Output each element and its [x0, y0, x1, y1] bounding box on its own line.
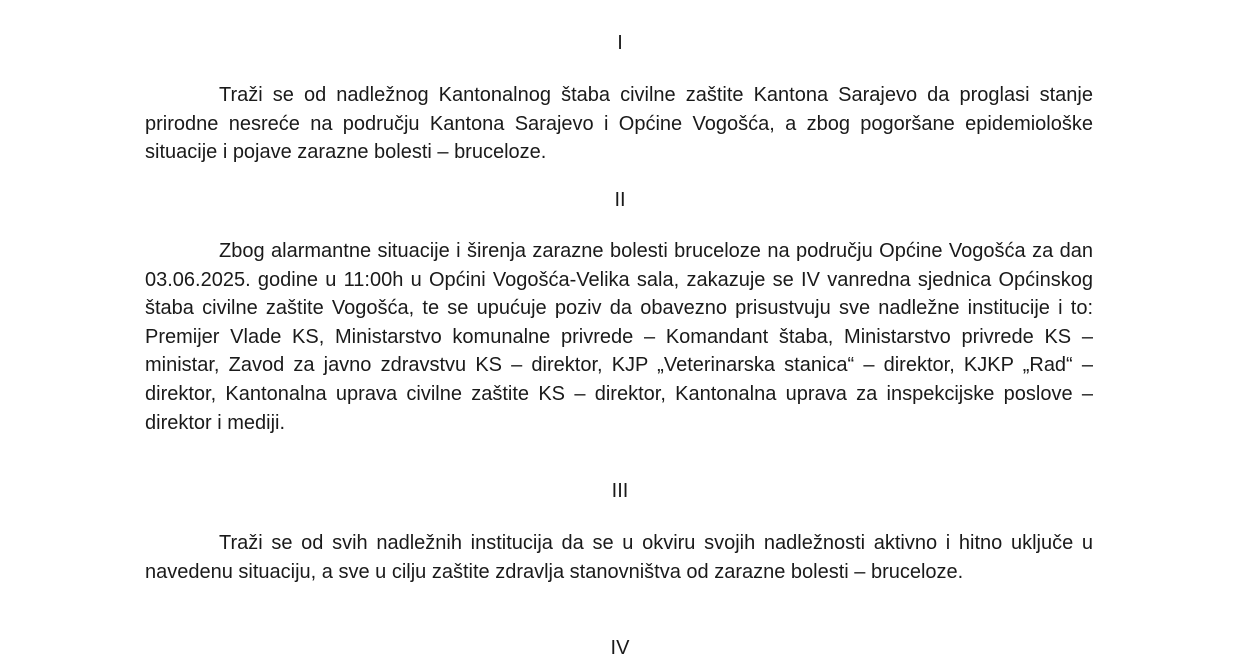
section-number-4: IV — [610, 637, 630, 659]
section-number-3: III — [611, 480, 629, 502]
section-number-1: I — [617, 32, 623, 54]
section-paragraph-1: Traži se od nadležnog Kantonalnog štaba civilne zaštite Kantona Sarajevo da proglasi stanje prirodne nesreće na području Kantona Sarajevo i Općine Vogošća, a zbog pogoršane epidemiološke situacije i pojave zarazne bolesti – bruceloze. — [145, 84, 1093, 164]
section-paragraph-2: Zbog alarmantne situacije i širenja zarazne bolesti bruceloze na području Općine Vogošća za dan 03.06.2025. godine u 11:00h u Općini Vogošća-Velika sala, zakazuje se IV vanredna sjednica Općinskog štaba civilne zaštite Vogošća, te se upućuje poziv da obavezno prisustvuju sve nadležne institucije i to: Premijer Vlade KS, Ministarstvo komunalne privrede – Komandant štaba, Ministarstvo privrede KS – ministar, Zavod za javno zdravstvu KS – direktor, KJP „Veterinarska stanica“ – direktor, KJKP „Rad“ – direktor, Kantonalna uprava civilne zaštite KS – direktor, Kantonalna uprava za inspekcijske poslove – direktor i mediji. — [145, 240, 1093, 434]
section-number-2: II — [614, 189, 626, 211]
section-paragraph-3: Traži se od svih nadležnih institucija da se u okviru svojih nadležnosti aktivno i hitno uključe u navedenu situaciju, a sve u cilju zaštite zdravlja stanovništva od zarazne bolesti – bruceloze. — [145, 532, 1093, 583]
